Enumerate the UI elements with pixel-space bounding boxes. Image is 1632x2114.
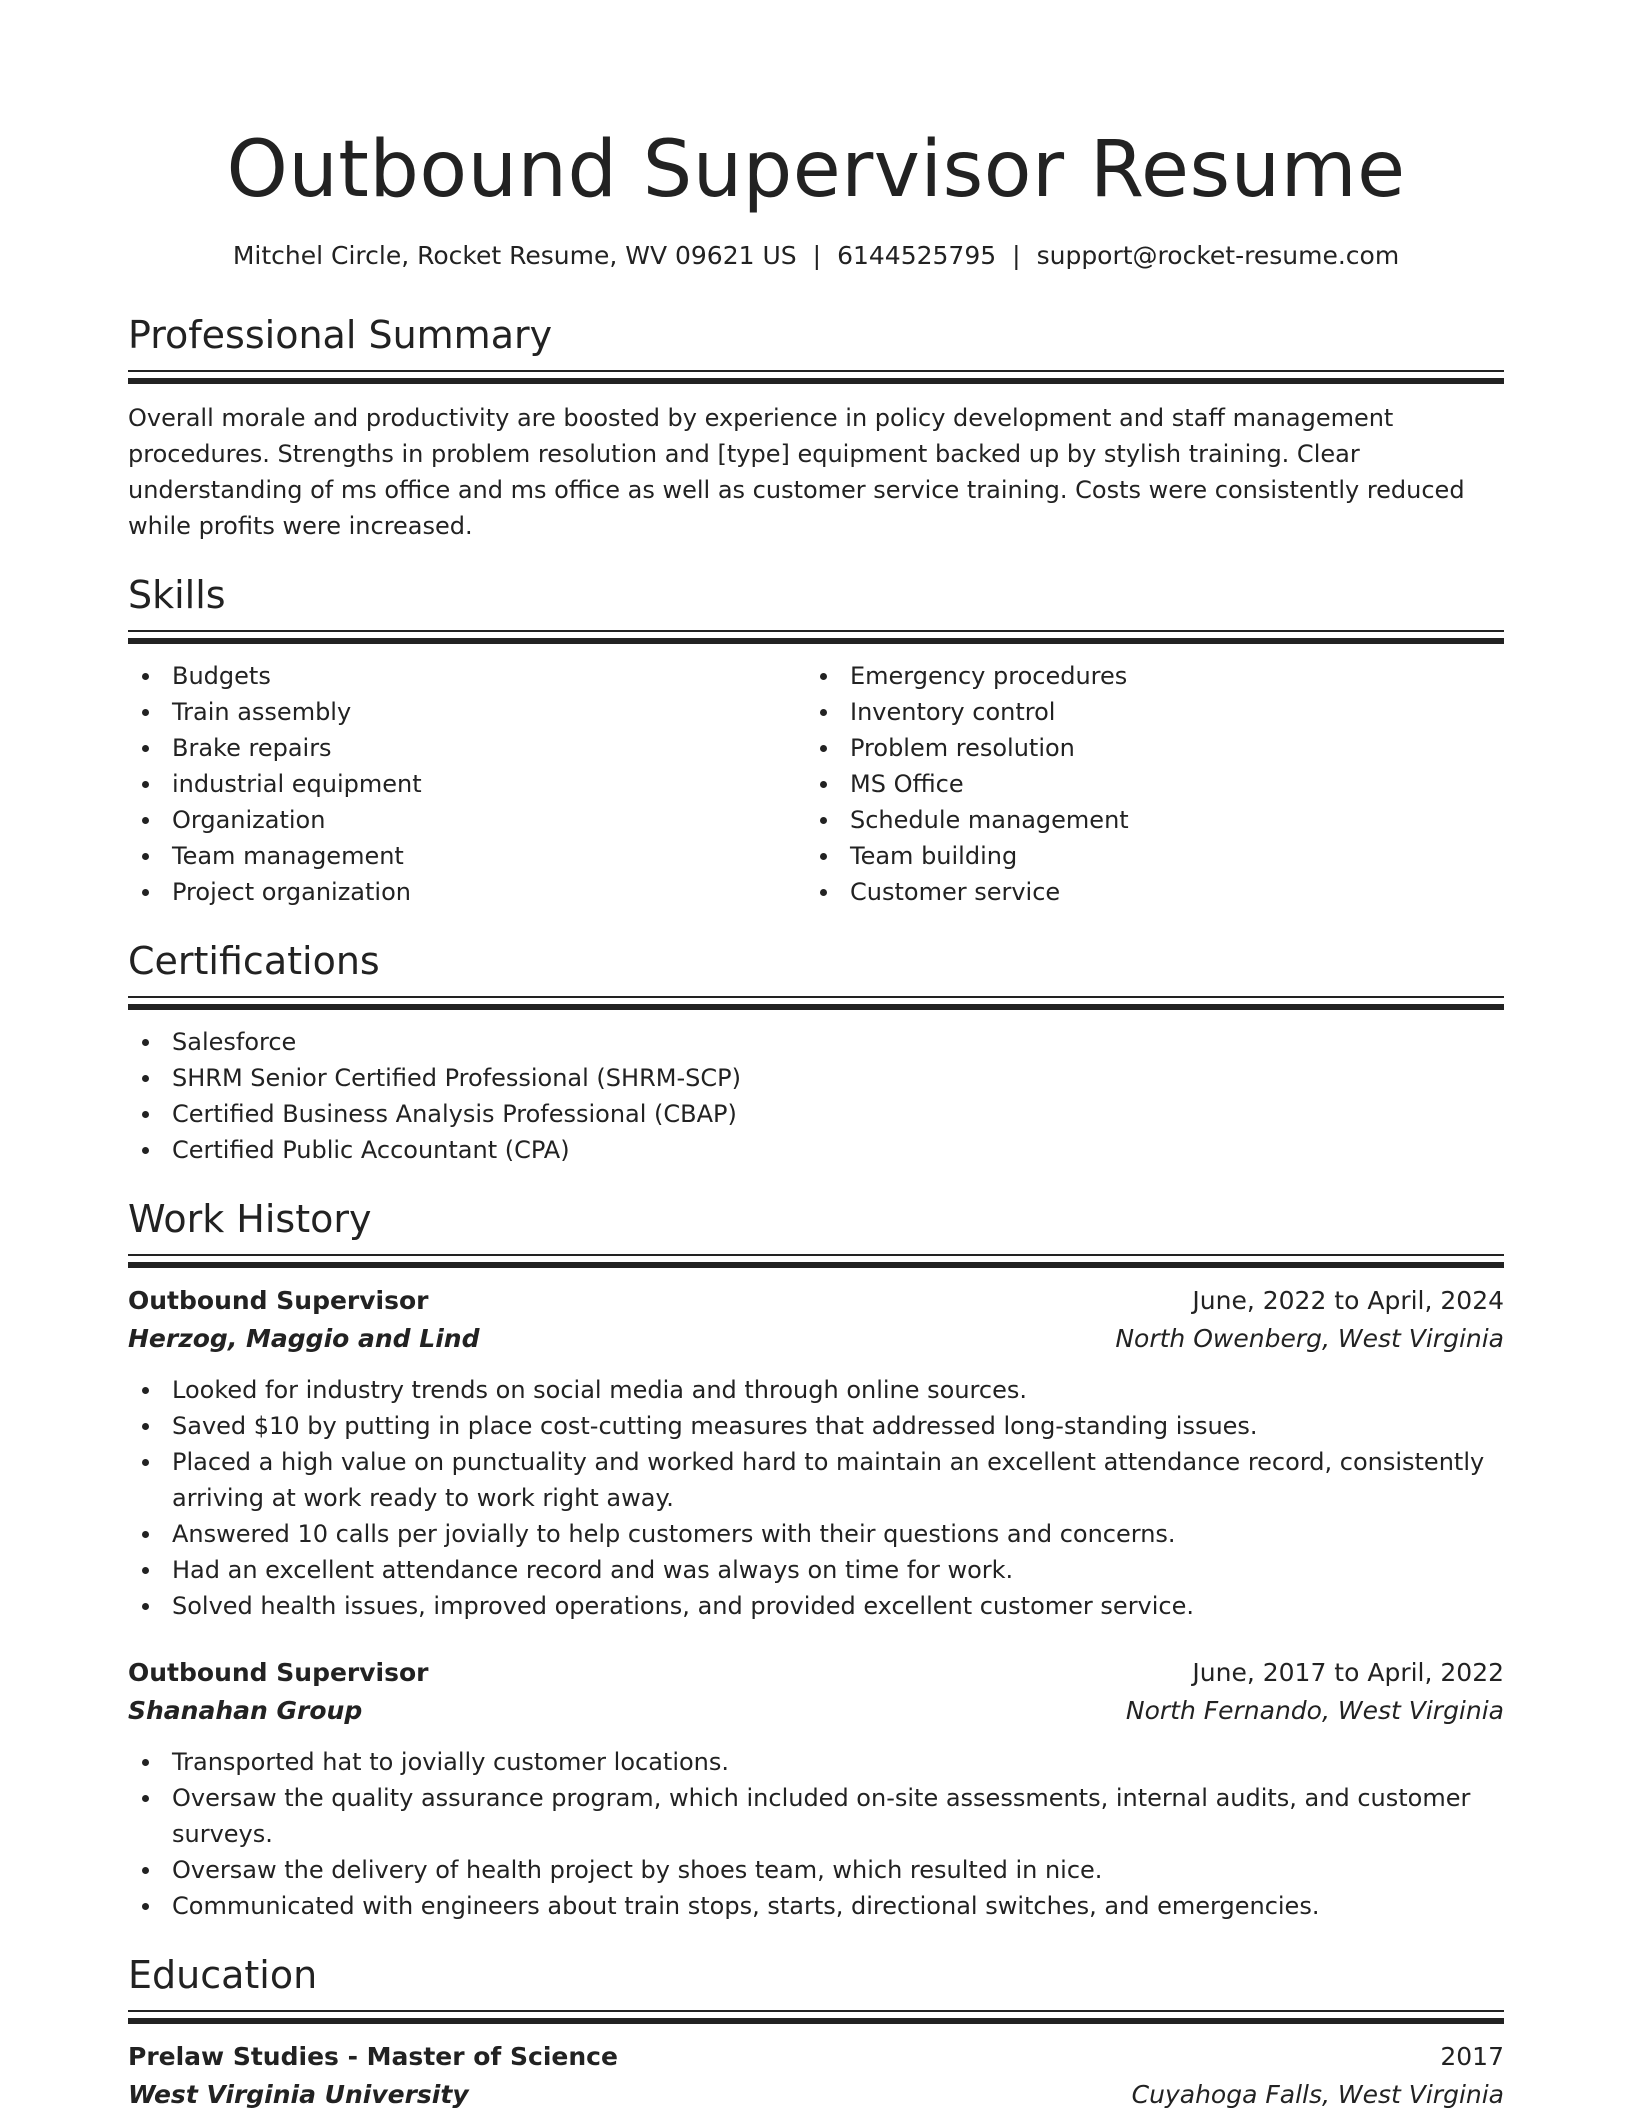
list-item: Looked for industry trends on social media and through online sources. bbox=[128, 1372, 1504, 1408]
section-divider bbox=[128, 2010, 1504, 2024]
education-location: Cuyahoga Falls, West Virginia bbox=[1131, 2080, 1504, 2109]
list-item: Train assembly bbox=[128, 694, 806, 730]
job-duties-list bbox=[128, 1372, 1504, 1624]
section-divider bbox=[128, 630, 1504, 644]
list-item: Inventory control bbox=[806, 694, 1484, 730]
job-header-row bbox=[128, 1654, 1504, 1692]
list-item: Project organization bbox=[128, 874, 806, 910]
resume-page bbox=[128, 0, 1504, 2114]
summary-section bbox=[128, 310, 1504, 544]
list-item: Communicated with engineers about train stops, starts, directional switches, and emergencies. bbox=[128, 1888, 1504, 1924]
job-header-row bbox=[128, 1282, 1504, 1320]
list-item: Team building bbox=[806, 838, 1484, 874]
list-item: Budgets bbox=[128, 658, 806, 694]
job-entry bbox=[128, 1282, 1504, 1624]
certifications-section bbox=[128, 936, 1504, 1168]
job-location: North Owenberg, West Virginia bbox=[1115, 1324, 1504, 1353]
contact-separator: | bbox=[1012, 241, 1021, 270]
job-dates: June, 2017 to April, 2022 bbox=[1192, 1658, 1504, 1687]
contact-address: Mitchel Circle, Rocket Resume, WV 09621 US bbox=[232, 241, 797, 270]
job-dates: June, 2022 to April, 2024 bbox=[1192, 1286, 1504, 1315]
list-item: Customer service bbox=[806, 874, 1484, 910]
job-title: Outbound Supervisor bbox=[128, 1658, 429, 1687]
list-item: SHRM Senior Certified Professional (SHRM-SCP) bbox=[128, 1060, 1504, 1096]
section-divider bbox=[128, 370, 1504, 384]
education-school-row bbox=[128, 2076, 1504, 2114]
job-duties-list bbox=[128, 1744, 1504, 1924]
list-item: Brake repairs bbox=[128, 730, 806, 766]
job-company-row bbox=[128, 1692, 1504, 1730]
education-year: 2017 bbox=[1440, 2042, 1504, 2071]
skills-heading: Skills bbox=[128, 573, 226, 617]
skills-section bbox=[128, 570, 1504, 910]
education-entry bbox=[128, 2038, 1504, 2114]
education-school: West Virginia University bbox=[128, 2080, 469, 2109]
job-company: Herzog, Maggio and Lind bbox=[128, 1324, 480, 1353]
education-degree: Prelaw Studies - Master of Science bbox=[128, 2042, 618, 2071]
job-location: North Fernando, West Virginia bbox=[1125, 1696, 1504, 1725]
work-history-heading: Work History bbox=[128, 1197, 372, 1241]
list-item: Placed a high value on punctuality and worked hard to maintain an excellent attendance record, consistently arriving at work ready to work right away. bbox=[128, 1444, 1504, 1516]
education-heading: Education bbox=[128, 1953, 318, 1997]
list-item: Problem resolution bbox=[806, 730, 1484, 766]
job-title: Outbound Supervisor bbox=[128, 1286, 429, 1315]
job-company-row bbox=[128, 1320, 1504, 1358]
list-item: Saved $10 by putting in place cost-cutting measures that addressed long-standing issues. bbox=[128, 1408, 1504, 1444]
contact-line bbox=[128, 240, 1504, 272]
contact-separator: | bbox=[812, 241, 822, 270]
list-item: Solved health issues, improved operations, and provided excellent customer service. bbox=[128, 1588, 1504, 1624]
certifications-heading: Certifications bbox=[128, 939, 380, 983]
list-item: Transported hat to jovially customer locations. bbox=[128, 1744, 1504, 1780]
education-header-row bbox=[128, 2038, 1504, 2076]
list-item: Organization bbox=[128, 802, 806, 838]
resume-title: Outbound Supervisor Resume bbox=[226, 125, 1406, 215]
skills-list-right bbox=[806, 658, 1484, 910]
skills-list-left bbox=[128, 658, 806, 910]
contact-phone: 6144525795 bbox=[837, 241, 997, 270]
certifications-list bbox=[128, 1024, 1504, 1168]
list-item: MS Office bbox=[806, 766, 1484, 802]
contact-email: support@rocket-resume.com bbox=[1036, 241, 1400, 270]
list-item: Had an excellent attendance record and was always on time for work. bbox=[128, 1552, 1504, 1588]
section-divider bbox=[128, 996, 1504, 1010]
summary-heading: Professional Summary bbox=[128, 313, 553, 357]
job-company: Shanahan Group bbox=[128, 1696, 363, 1725]
section-divider bbox=[128, 1254, 1504, 1268]
list-item: Certified Business Analysis Professional (CBAP) bbox=[128, 1096, 1504, 1132]
skills-grid bbox=[128, 658, 1504, 910]
summary-text: Overall morale and productivity are boosted by experience in policy development and staff management procedures. Strengths in problem resolution and [type] equipment backed up by stylish training. Clear understanding of ms office and ms office as well as customer service training. Costs were consistently reduced while profits were increased. bbox=[128, 404, 1465, 540]
list-item: Oversaw the quality assurance program, which included on-site assessments, internal audits, and customer surveys. bbox=[128, 1780, 1504, 1852]
list-item: Oversaw the delivery of health project by shoes team, which resulted in nice. bbox=[128, 1852, 1504, 1888]
job-entry bbox=[128, 1654, 1504, 1924]
list-item: Emergency procedures bbox=[806, 658, 1484, 694]
work-history-section bbox=[128, 1194, 1504, 1924]
list-item: Certified Public Accountant (CPA) bbox=[128, 1132, 1504, 1168]
list-item: Answered 10 calls per jovially to help customers with their questions and concerns. bbox=[128, 1516, 1504, 1552]
list-item: Team management bbox=[128, 838, 806, 874]
education-section bbox=[128, 1950, 1504, 2114]
list-item: industrial equipment bbox=[128, 766, 806, 802]
list-item: Salesforce bbox=[128, 1024, 1504, 1060]
list-item: Schedule management bbox=[806, 802, 1484, 838]
